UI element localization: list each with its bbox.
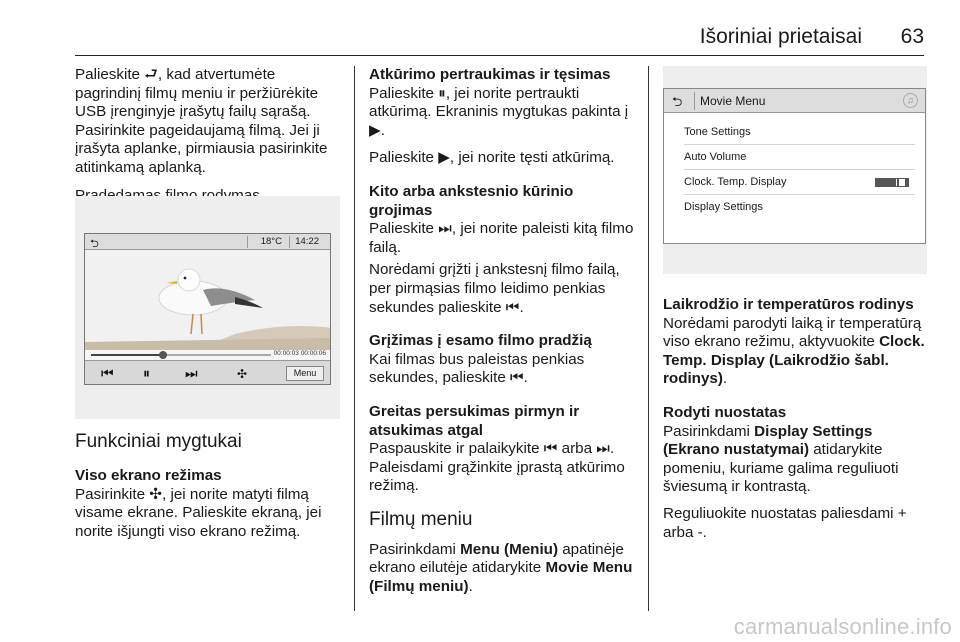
progress-handle[interactable] xyxy=(159,351,167,359)
heading-functions: Funkciniai mygtukai xyxy=(75,431,242,452)
movie-menu-figure xyxy=(663,66,927,274)
pause-icon: ⏸ xyxy=(438,84,446,102)
player-controls xyxy=(85,360,330,385)
paragraph: Palieskite ▶, jei norite tęsti atkūrimą. xyxy=(369,149,615,167)
music-note-icon[interactable]: ♫ xyxy=(903,93,918,108)
header-rule xyxy=(75,55,924,56)
paragraph: Paspauskite ir palaikykite ⏮ arba ⏭. Paleisdami grąžinkite įprastą atkūrimo režimą. xyxy=(369,440,625,495)
paragraph: Palieskite ⏸, jei norite pertraukti atkūrimą. Ekraninis mygtukas pakinta į ▶. xyxy=(369,84,629,139)
time-readout: 00:00:03 00:00:06 xyxy=(273,350,326,357)
subheading: Kito arba ankstesnio kūrinio grojimas xyxy=(369,182,574,219)
progress-track[interactable] xyxy=(91,354,271,356)
column-3 xyxy=(663,296,927,551)
subheading: Rodyti nuostatas xyxy=(663,403,787,421)
pause-icon[interactable]: ⏸ xyxy=(143,365,150,381)
temperature: 18°C xyxy=(260,236,282,247)
menu-item-clock-temp-display[interactable]: Clock. Temp. Display xyxy=(684,170,915,195)
next-icon: ⏭ xyxy=(596,440,610,458)
menu-item-display-settings[interactable]: Display Settings xyxy=(684,201,763,213)
paragraph: Palieskite ⏭, jei norite paleisti kitą filmo failą. xyxy=(369,220,634,256)
subheading: Greitas persukimas pirmyn ir atsukimas atgal xyxy=(369,402,580,439)
previous-icon[interactable]: ⏮ xyxy=(101,365,114,381)
video-player-screen xyxy=(84,233,331,385)
menu-item-auto-volume[interactable]: Auto Volume xyxy=(684,145,915,170)
play-icon: ▶ xyxy=(438,149,450,167)
back-icon: ⮐ xyxy=(144,66,158,83)
subheading: Atkūrimo pertraukimas ir tęsimas xyxy=(369,66,611,83)
progress-fill xyxy=(91,354,163,356)
video-player-figure xyxy=(75,196,340,419)
paragraph: Pasirinkdami Display Settings (Ekrano nustatymai) atidarykite pomeniu, kuriame galima reguliuoti šviesumą ir kontrastą. xyxy=(663,422,899,496)
next-icon: ⏭ xyxy=(438,220,452,238)
movie-menu-screen xyxy=(663,88,926,244)
fullscreen-icon: ✣ xyxy=(149,485,163,503)
play-icon: ▶ xyxy=(369,121,381,139)
video-frame[interactable] xyxy=(85,250,330,350)
column-1-lower xyxy=(75,430,343,550)
paragraph: Palieskite ⮐, kad atvertumėte pagrindinį filmų meniu ir peržiūrėkite USB įrenginyje įrašytų failų sąrašą. Pasirinkite pageidaujamą filmą. Jei ji įrašyta aplanke, pirmiausia pasirinkite atitinkamą aplanką. xyxy=(75,66,328,176)
paragraph: Reguliuokite nuostatas paliesdami + arba -. xyxy=(663,504,907,541)
paragraph: Pasirinkite ✣, jei norite matyti filmą visame ekrane. Palieskite ekraną, jei norite išjungti viso ekrano režimą. xyxy=(75,485,322,540)
page-header xyxy=(0,0,960,58)
menu-title-bar xyxy=(664,89,925,113)
subheading: Grįžimas į esamo filmo pradžią xyxy=(369,332,592,350)
watermark: carmanualsonline.info xyxy=(733,614,952,639)
back-icon[interactable]: ⮌ xyxy=(672,94,683,109)
subheading: Laikrodžio ir temperatūros rodinys xyxy=(663,296,914,313)
divider xyxy=(694,92,695,110)
timeline[interactable] xyxy=(85,350,330,360)
previous-icon: ⏮ xyxy=(543,440,558,458)
clock: 14:22 xyxy=(295,236,319,247)
section-title: Išoriniai prietaisai xyxy=(699,25,862,48)
previous-icon: ⏮ xyxy=(505,298,520,316)
seagull-image xyxy=(85,250,331,350)
next-icon[interactable]: ⏭ xyxy=(185,365,198,381)
heading-movie-menu: Filmų meniu xyxy=(369,508,473,530)
column-divider xyxy=(354,66,355,611)
menu-title: Movie Menu xyxy=(700,94,766,108)
divider xyxy=(247,236,248,248)
divider xyxy=(289,236,290,248)
column-divider xyxy=(648,66,649,611)
paragraph: Kai filmas bus paleistas penkias sekundes, palieskite ⏮. xyxy=(369,350,585,387)
clock-temp-toggle[interactable] xyxy=(875,178,909,187)
menu-button[interactable]: Menu xyxy=(286,366,324,381)
page-number: 63 xyxy=(900,25,924,48)
subheading-fullscreen: Viso ekrano režimas xyxy=(75,467,222,484)
menu-item-tone-settings[interactable]: Tone Settings xyxy=(684,120,915,145)
paragraph: Norėdami grįžti į ankstesnį filmo failą, per pirmąsias filmo leidimo penkias sekundes palieskite ⏮. xyxy=(369,261,620,316)
paragraph: Norėdami parodyti laiką ir temperatūrą viso ekrano režimu, aktyvuokite Clock. Temp. Display (Laikrodžio šabl. rodinys). xyxy=(663,314,925,388)
column-1 xyxy=(75,66,343,214)
previous-icon: ⏮ xyxy=(510,369,524,387)
status-bar xyxy=(85,234,330,250)
column-2 xyxy=(369,66,637,606)
paragraph: Pasirinkdami Menu (Meniu) apatinėje ekrano eilutėje atidarykite Movie Menu (Filmų meniu). xyxy=(369,540,633,596)
fullscreen-icon[interactable]: ✣ xyxy=(237,367,248,381)
back-icon[interactable]: ⮌ xyxy=(90,238,99,250)
